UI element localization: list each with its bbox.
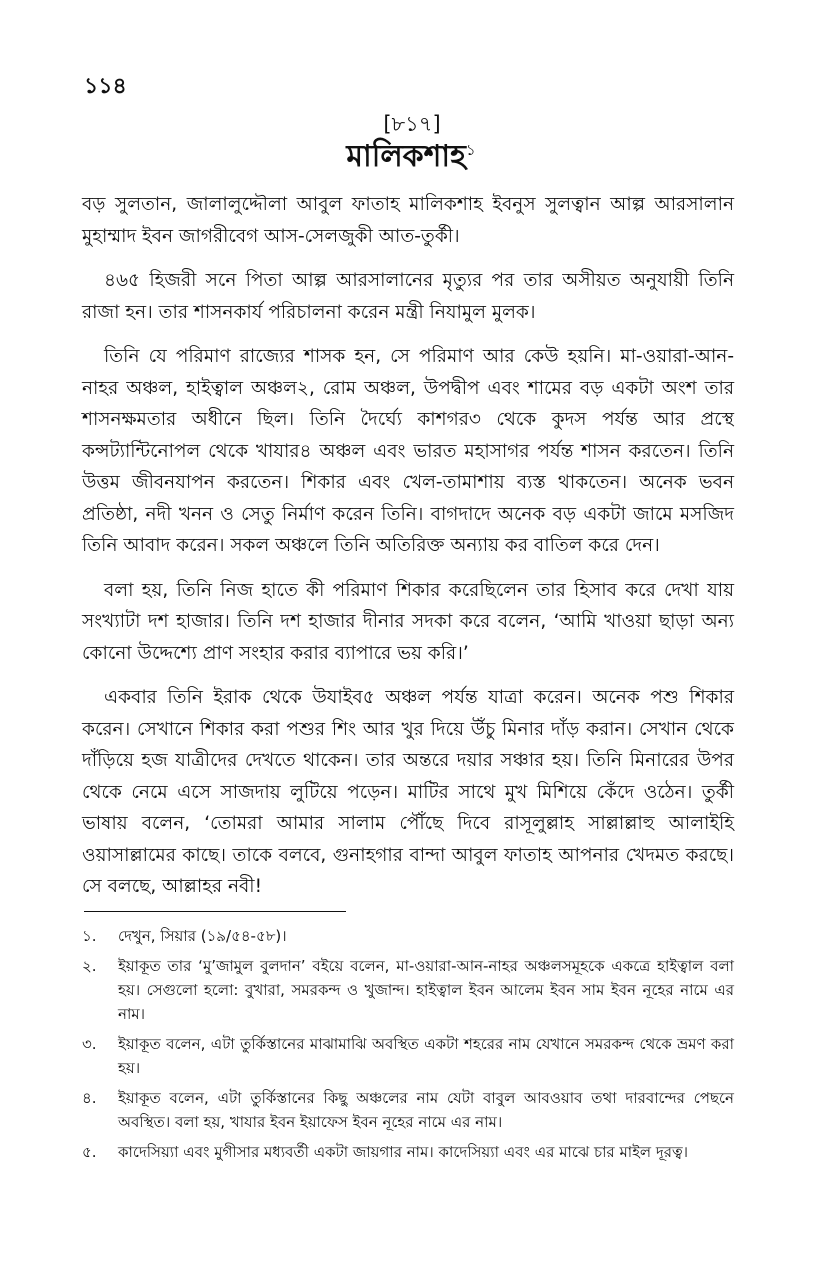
footnote-text: কাদেসিয়্যা এবং মুগীসার মধ্যবর্তী একটা জায়গার নাম। কাদেসিয়্যা এবং এর মাঝে চার মাইল দূরত্ব। [118, 1142, 689, 1161]
footnote-item [82, 924, 734, 948]
paragraph-name-lineage: বড় সুলতান, জালালুদ্দৌলা আবুল ফাতাহ মালিকশাহ ইবনুস সুলত্বান আল্প আরসালান মুহাম্মাদ ইবন জাগরীবেগ আস-সেলজুকী আত-তুর্কী। [82, 194, 734, 247]
footnote-text: ইয়াকূত তার ‘মু’জামুল বুলদান’ বইয়ে বলেন, মা-ওয়ারা-আন-নাহর অঞ্চলসমূহকে একত্রে হাইত্বাল বলা হয়। সেগুলো হলো: বুখারা, সমরকন্দ ও খুজান্দ। হাইত্বাল ইবন আলেম ইবন সাম ইবন নূহের নামে এর নাম। [118, 956, 734, 1023]
footnote-item [82, 1032, 734, 1080]
paragraph-realm: তিনি যে পরিমাণ রাজ্যের শাসক হন, সে পরিমাণ আর কেউ হয়নি। মা-ওয়ারা-আন-নাহর অঞ্চল, হাইত্বাল অঞ্চল২, রোম অঞ্চল, উপদ্বীপ এবং শামের বড় একটা অংশ তার শাসনক্ষমতার অধীনে ছিল। তিনি দৈর্ঘ্যে কাশগর৩ থেকে কুদস পর্যন্ত আর প্রস্থে কন্সট্যান্টিনোপল থেকে খাযার৪ অঞ্চল এবং ভারত মহাসাগর পর্যন্ত শাসন করতেন। তিনি উত্তম জীবনযাপন করতেন। শিকার এবং খেল-তামাশায় ব্যস্ত থাকতেন। অনেক ভবন প্রতিষ্ঠা, নদী খনন ও সেতু নির্মাণ করেন তিনি। বাগদাদে অনেক বড় একটা জামে মসজিদ তিনি আবাদ করেন। সকল অঞ্চলে তিনি অতিরিক্ত অন্যায় কর বাতিল করে দেন। [82, 346, 734, 556]
paragraph-accession: ৪৬৫ হিজরী সনে পিতা আল্প আরসালানের মৃত্যুর পর তার অসীয়ত অনুযায়ী তিনি রাজা হন। তার শাসনকার্য পরিচালনা করেন মন্ত্রী নিযামুল মুলক। [82, 270, 734, 323]
footnote-text: ইয়াকূত বলেন, এটা তুর্কিস্তানের কিছু অঞ্চলের নাম যেটা বাবুল আবওয়াব তথা দারবান্দের পেছনে অবস্থিত। বলা হয়, খাযার ইবন ইয়াফেস ইবন নূহের নামে এর নাম। [118, 1088, 734, 1131]
footnote-item [82, 1086, 734, 1134]
footnote-number: ১. [82, 926, 97, 945]
footnote-number: ৪. [82, 1088, 97, 1107]
entry-title-text: মালিকশাহ [346, 139, 466, 174]
book-page [82, 76, 734, 1170]
footnote-text: ইয়াকূত বলেন, এটা তুর্কিস্তানের মাঝামাঝি অবস্থিত একটা শহরের নাম যেখানে সমরকন্দ থেকে ভ্রমণ করা হয়। [118, 1034, 734, 1077]
footnote-divider [84, 911, 346, 912]
paragraph-hunting: বলা হয়, তিনি নিজ হাতে কী পরিমাণ শিকার করেছিলেন তার হিসাব করে দেখা যায় সংখ্যাটা দশ হাজার। তিনি দশ হাজার দীনার সদকা করে বলেন, ‘আমি খাওয়া ছাড়া অন্য কোনো উদ্দেশ্যে প্রাণ সংহার করার ব্যাপারে ভয় করি।’ [82, 579, 734, 664]
footnote-item [82, 1140, 734, 1164]
entry-title-footnote-ref: ১ [465, 141, 476, 159]
page-number: ১১৪ [84, 74, 127, 99]
footnote-text: দেখুন, সিয়ার (১৯/৫৪-৫৮)। [118, 926, 287, 945]
footnote-item [82, 954, 734, 1026]
entry-number: [৮১৭] [383, 112, 441, 136]
entry-title [82, 139, 734, 175]
footnote-number: ৫. [82, 1142, 97, 1161]
paragraph-journey: একবার তিনি ইরাক থেকে উযাইব৫ অঞ্চল পর্যন্ত যাত্রা করেন। অনেক পশু শিকার করেন। সেখানে শিকার করা পশুর শিং আর খুর দিয়ে উঁচু মিনার দাঁড় করান। সেখান থেকে দাঁড়িয়ে হজ যাত্রীদের দেখতে থাকেন। তার অন্তরে দয়ার সঞ্চার হয়। তিনি মিনারের উপর থেকে নেমে এসে সাজদায় লুটিয়ে পড়েন। মাটির সাথে মুখ মিশিয়ে কেঁদে ওঠেন। তুর্কী ভাষায় বলেন, ‘তোমরা আমার সালাম পৌঁছে দিবে রাসূলুল্লাহ সাল্লাল্লাহু আলাইহি ওয়াসাল্লামের কাছে। তাকে বলবে, গুনাহগার বান্দা আবুল ফাতাহ আপনার খেদমত করছে। সে বলছে, আল্লাহর নবী! [82, 687, 734, 897]
footnote-number: ৩. [82, 1034, 97, 1053]
footnote-number: ২. [82, 956, 97, 975]
